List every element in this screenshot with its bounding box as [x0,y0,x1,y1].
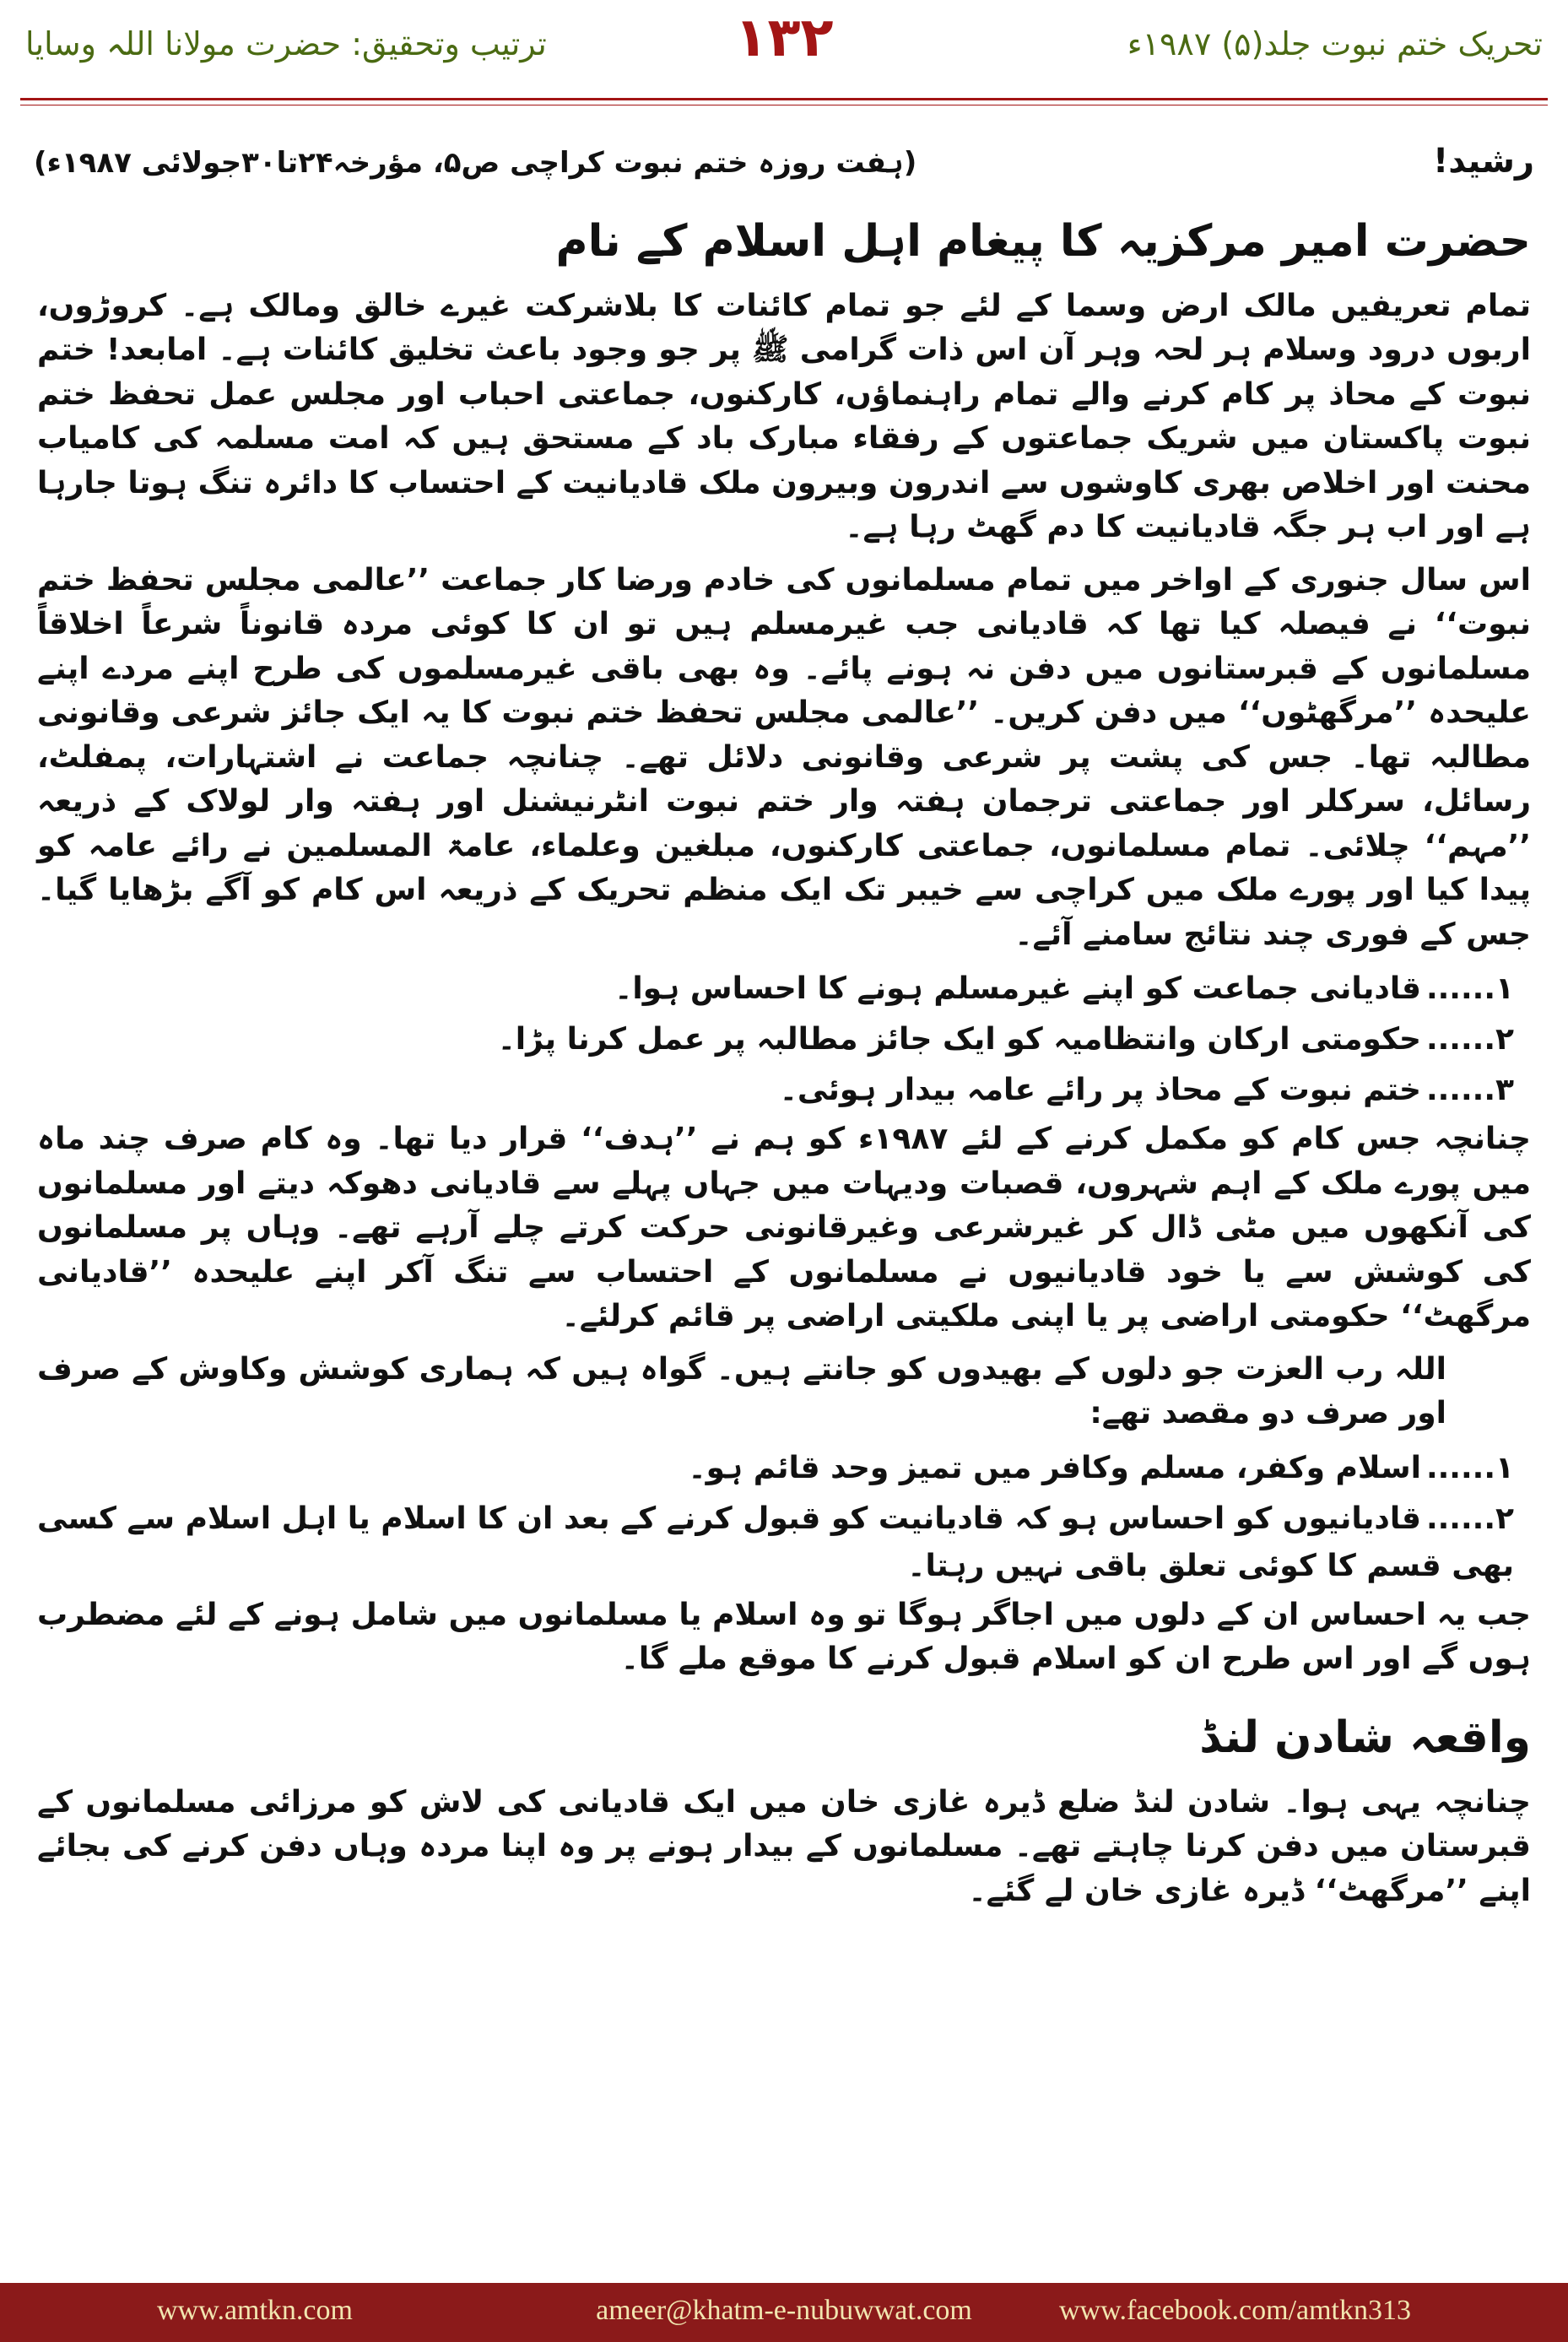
source-reference: (ہفت روزہ ختم نبوت کراچی ص۵، مؤرخہ۲۴تا۳۰جولائی ۱۹۸۷ء) [34,146,917,180]
section-title: حضرت امیر مرکزیہ کا پیغام اہل اسلام کے نام [555,216,1531,267]
list-number: ۱...... [1425,971,1514,1007]
article-body [37,211,1531,1922]
list-text: ختم نبوت کے محاذ پر رائے عامہ بیدار ہوئی۔ [779,1073,1421,1108]
header-divider [20,98,1548,100]
list-number: ۲...... [1425,1022,1514,1057]
list-text: اسلام وکفر، مسلم وکافر میں تمیز وحد قائم ہو۔ [688,1450,1421,1485]
list-text: حکومتی ارکان وانتظامیہ کو ایک جائز مطالبہ پر عمل کرنا پڑا۔ [497,1022,1421,1057]
list-number: ۳...... [1425,1073,1514,1108]
paragraph: تمام تعریفیں مالک ارض وسما کے لئے جو تمام کائنات کا بلاشرکت غیرے خالق ومالک ہے۔ کروڑوں، اربوں درود وسلام ہر لحہ وہر آن اس ذات گرامی ﷺ پر جو وجود باعث تخلیق کائنات ہے۔ امابعد! ختم نبوت کے محاذ پر کام کرنے والے تمام راہنماؤں، کارکنوں، جماعتی احباب اور مجلس عمل تحفظ ختم نبوت پاکستان میں شریک جماعتوں کے رفقاء مبارک باد کے مستحق ہیں کہ امت مسلمہ کی کامیاب محنت اور اخلاص بھری کاوشوں سے اندرون وبیرون ملک قادیانیت کے احتساب کا دائرہ تنگ ہوتا جارہا ہے اور اب ہر جگہ قادیانیت کا دم گھٹ رہا ہے۔ [37,288,1531,545]
facebook-link[interactable]: www.facebook.com/amtkn313 [1058,2295,1411,2326]
list-item [37,965,1531,1013]
list-number: ۲...... [1425,1501,1514,1536]
list-item [37,1016,1531,1063]
source-line [34,142,1534,192]
section-title: واقعہ شادن لنڈ [1199,1712,1531,1763]
paragraph: چنانچہ جس کام کو مکمل کرنے کے لئے ۱۹۸۷ء کو ہم نے ’’ہدف‘‘ قرار دیا تھا۔ وہ کام صرف چند ماہ میں پورے ملک کے اہم شہروں، قصبات ودیہات میں جہاں پہلے سے قادیانی دھوکہ دیتے اور مسلمانوں کی آنکھوں میں مٹی ڈال کر غیرشرعی وغیرقانونی حرکت کرتے چلے آرہے تھے۔ وہاں پر مسلمانوں کی کوشش سے یا خود قادیانیوں نے مسلمانوں کے احتساب سے تنگ آکر اپنے علیحدہ ’’قادیانی مرگھٹ‘‘ حکومتی اراضی پر یا اپنی ملکیتی اراضی پر قائم کرلئے۔ [37,1122,1531,1334]
paragraph: اللہ رب العزت جو دلوں کے بھیدوں کو جانتے ہیں۔ گواہ ہیں کہ ہماری کوشش وکاوش کے صرف اور صرف دو مقصد تھے: [37,1351,1446,1431]
paragraph: اس سال جنوری کے اواخر میں تمام مسلمانوں کی خادم ورضا کار جماعت ’’عالمی مجلس تحفظ ختم نبوت‘‘ نے فیصلہ کیا تھا کہ قادیانی جب غیرمسلم ہیں تو ان کا کوئی مردہ قانوناً شرعاً اخلاقاً مسلمانوں کے قبرستانوں میں دفن نہ ہونے پائے۔ وہ بھی باقی غیرمسلموں کی طرح اپنے مردے اپنے علیحدہ ’’مرگھٹوں‘‘ میں دفن کریں۔ ’’عالمی مجلس تحفظ ختم نبوت کا یہ ایک جائز شرعی وقانونی مطالبہ تھا۔ جس کی پشت پر شرعی وقانونی دلائل تھے۔ چنانچہ جماعت نے اشتہارات، پمفلٹ، رسائل، سرکلر اور جماعتی ترجمان ہفتہ وار ختم نبوت انٹرنیشنل اور ہفتہ وار لولاک کے ذریعہ ’’مہم‘‘ چلائی۔ تمام مسلمانوں، جماعتی کارکنوں، مبلغین وعلماء، عامۃ المسلمین نے رائے عامہ کو پیدا کیا اور پورے ملک میں کراچی سے خیبر تک ایک منظم تحریک کے ذریعہ اس کام کو آگے بڑھایا گیا۔ جس کے فوری چند نتائج سامنے آئے۔ [37,562,1532,952]
page-footer [0,2283,1568,2342]
list-item [37,1445,1531,1492]
list-text: قادیانی جماعت کو اپنے غیرمسلم ہونے کا احساس ہوا۔ [614,971,1421,1007]
compiler-credit: ترتیب وتحقیق: حضرت مولانا اللہ وسایا [25,25,547,62]
paragraph: جب یہ احساس ان کے دلوں میں اجاگر ہوگا تو وہ اسلام یا مسلمانوں میں شامل ہونے کے لئے مضطرب ہوں گے اور اس طرح ان کو اسلام قبول کرنے کا موقع ملے گا۔ [37,1597,1531,1677]
website-link[interactable]: www.amtkn.com [157,2295,353,2326]
list-text: قادیانیوں کو احساس ہو کہ قادیانیت کو قبول کرنے کے بعد ان کا اسلام یا اہل اسلام سے کسی بھی قسم کا کوئی تعلق باقی نہیں رہتا۔ [37,1501,1514,1583]
source-name: رشید! [1432,142,1534,181]
book-title: تحریک ختم نبوت جلد(۵) ۱۹۸۷ء [1127,25,1543,62]
list-item [37,1067,1531,1114]
list-number: ۱...... [1425,1450,1514,1485]
page-number: ۱۳۲ [734,7,834,69]
list-item [37,1496,1531,1590]
email-link[interactable]: ameer@khatm-e-nubuwwat.com [596,2295,972,2326]
paragraph: چنانچہ یہی ہوا۔ شادن لنڈ ضلع ڈیرہ غازی خان میں ایک قادیانی کی لاش کو مرزائی مسلمانوں کے قبرستان میں دفن کرنا چاہتے تھے۔ مسلمانوں کے بیدار ہونے پر وہ اپنا مردہ وہاں دفن کرنے کی بجائے اپنے ’’مرگھٹ‘‘ ڈیرہ غازی خان لے گئے۔ [37,1784,1532,1908]
section-shadan-lund [37,1707,1531,1913]
page-header [0,0,1568,100]
